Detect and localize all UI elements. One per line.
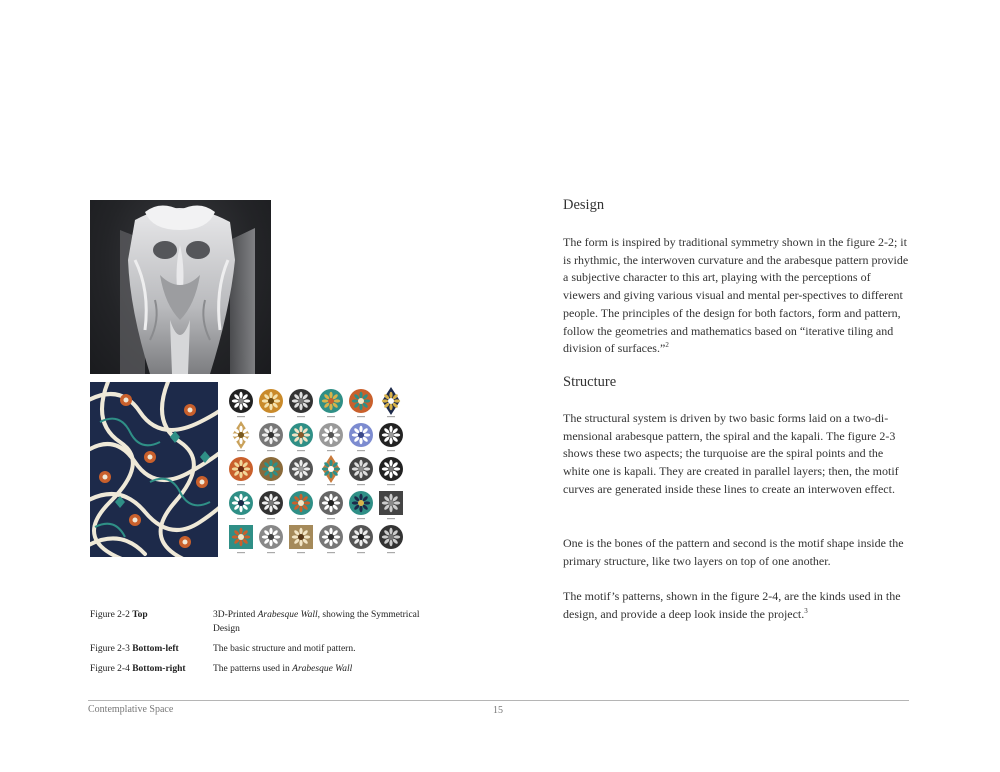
motif-tile [379,491,403,519]
motif-tile [322,455,340,485]
motif-tile [319,525,343,553]
structure-paragraph-3 [563,588,910,623]
caption-text: The patterns used in [213,664,293,674]
design-paragraph-text: The form is inspired by traditional symmetry shown in the figure 2-2; it is rhythmic, the interwoven curvature and the arabesque pattern provide a subjective character to this art, playing with the perceptions of viewers and giving various visual and mental per-spectives to different people. The principles of the design for both factors, form and pattern, follow the geometries and mathematics based on “iterative tiling and division of surfaces.” [563,235,909,356]
structure-paragraph-3-text: The motif’s patterns, shown in the figure 2-4, are the kinds used in the design, and provide a deep look inside the project. [563,589,901,621]
caption-figure-number: Figure 2-3 [90,644,133,654]
motif-tile [232,421,250,451]
caption-figure-number: Figure 2-4 [90,664,133,674]
motif-tile [289,525,313,553]
motif-tile [289,389,313,417]
caption-figure-number: Figure 2-2 [90,610,133,620]
structure-paragraph-2: One is the bones of the pattern and second is the motif shape inside the primary structure, like two layers on top of one another. [563,536,904,568]
motif-tile [379,525,403,553]
motif-patterns-grid [226,386,406,556]
caption-figure-2-3 [90,642,430,656]
caption-italic: Arabesque Wall [257,610,318,620]
footer-title: Contemplative Space [88,704,174,715]
design-heading: Design [563,197,605,213]
arabesque-wall-photo [90,200,271,374]
motif-tile [259,525,283,553]
motif-tile [229,525,253,553]
caption-position: Bottom-left [132,644,179,654]
footnote-ref: 2 [665,341,669,350]
motif-tile [319,491,343,519]
caption-figure-2-2 [90,608,430,636]
caption-text: 3D-Printed [213,610,258,620]
structure-paragraph-1: The structural system is driven by two basic forms laid on a two-di-mensional arabesque pattern, the spiral and the kapali. The figure 2-3 shows these two aspects; the turquoise are the spiral points and the white one is kapali. They are created in parallel layers; then, the motif curves are generated inside these lines to create an interwoven effect. [563,411,899,496]
motif-tile [289,423,313,451]
motif-tile [229,491,253,519]
design-paragraph [563,234,910,358]
caption-position: Top [132,610,148,620]
motif-tile [349,457,373,485]
motif-tile [349,525,373,553]
motif-tile [229,389,253,417]
structure-heading: Structure [563,374,617,390]
caption-figure-2-4 [90,662,430,676]
motif-tile [379,423,403,451]
caption-position: Bottom-right [132,664,186,674]
caption-italic: Arabesque Wall [292,664,353,674]
motif-tile [289,491,313,519]
motif-tile [319,423,343,451]
caption-text: The basic structure and motif pattern. [213,644,356,654]
motif-tile [349,423,373,451]
motif-tile [289,457,313,485]
motif-tile [229,457,253,485]
caption-text-end: , showing the Symmetrical Design [213,610,420,634]
footnote-ref: 3 [804,606,808,615]
motif-tile [382,387,400,417]
motif-tile [379,457,403,485]
arabesque-pattern-image [90,382,218,557]
footer-rule [88,700,909,701]
motif-tile [319,389,343,417]
motif-tile [349,389,373,417]
motif-tile [349,491,373,519]
figure-captions [90,608,430,682]
motif-tile [259,389,283,417]
motif-tile [259,457,283,485]
motif-tile [259,423,283,451]
page-number: 15 [493,705,503,716]
motif-tile [259,491,283,519]
